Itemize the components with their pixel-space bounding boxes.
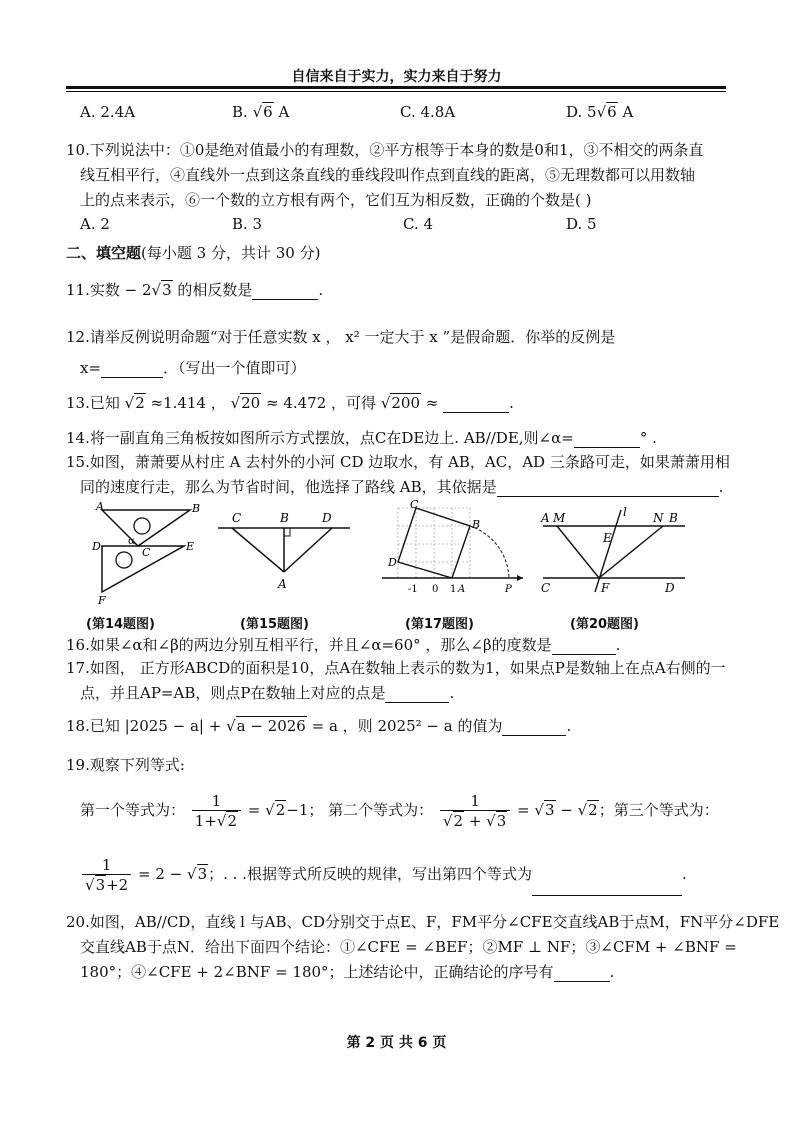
- fig15-label: C: [232, 511, 242, 525]
- q20-line-1: 20.如图，AB//CD，直线 l 与AB、CD分别交于点E、F，FM平分∠CFE交直线AB于点M，FN平分∠DFE: [66, 913, 780, 931]
- fig20-label: A: [541, 511, 550, 525]
- figure-15: [210, 508, 360, 598]
- fig20-label: l: [623, 506, 627, 519]
- fig15-path-ac: [232, 528, 284, 572]
- q10-option-b: B. 3: [232, 215, 263, 233]
- q20-line-2: 交直线AB于点N．给出下面四个结论：①∠CFE = ∠BEF；②MF ⊥ NF；③∠CFM + ∠BNF =: [80, 938, 737, 956]
- q9-option-c: C. 4.8A: [400, 103, 456, 121]
- q14: 14.将一副直角三角板按如图所示方式摆放，点C在DE边上. AB//DE,则∠α= ° .: [66, 429, 657, 447]
- fig14-label: F: [98, 594, 106, 607]
- fig17-square-abcd: [398, 508, 470, 578]
- figure-14: [84, 500, 204, 610]
- fig14-label: B: [192, 502, 201, 515]
- fig15-path-ad: [284, 528, 332, 572]
- figure-20: [535, 506, 695, 596]
- fig17-label: 1: [450, 584, 457, 595]
- figure-15-caption: (第15题图): [240, 617, 309, 632]
- q19-equations-row-1: 第一个等式为： $\frac{1}{1+√2}$ = √2−1； 第二个等式为： $\frac{1}{√2 + √3}$ = √3 − √2；第三个等式为：: [80, 791, 719, 830]
- fig20-label: B: [669, 511, 678, 525]
- q13: 13.已知 √2 ≈1.414 ， √20 ≈ 4.472 ，可得 √200 ≈ .: [66, 394, 514, 412]
- fig14-circle-top: [134, 518, 150, 534]
- q18: 18.已知 |2025 − a| + √a − 2026 = a ，则 2025² − a 的值为 .: [66, 717, 572, 735]
- fig15-label: D: [322, 511, 332, 525]
- figure-17-caption: (第17题图): [405, 617, 474, 632]
- fig14-label: E: [186, 540, 195, 553]
- q20-line-3: 180°；④∠CFE + 2∠BNF = 180°；上述结论中，正确结论的序号有 .: [80, 963, 615, 981]
- q10-line-3: 上的点来表示，⑥一个数的立方根有两个，它们互为相反数，正确的个数是( ): [80, 191, 592, 209]
- fig17-label: 0: [432, 584, 439, 595]
- fig20-line-fm: [557, 526, 599, 578]
- fig14-label: α: [128, 536, 135, 547]
- q10-option-d: D. 5: [566, 215, 597, 233]
- fig15-label: A: [278, 577, 287, 591]
- q9-option-a: A. 2.4A: [80, 103, 136, 121]
- q19-title: 19.观察下列等式:: [66, 756, 185, 774]
- page-header-motto: 自信来自于实力，实力来自于努力: [291, 69, 502, 85]
- q17-line-2: 点，并且AP=AB，则点P在数轴上对应的点是 .: [80, 684, 455, 702]
- fig17-axis-arrow: [517, 575, 523, 581]
- fig15-right-angle: [284, 528, 290, 536]
- fig14-label: C: [142, 546, 151, 559]
- fig17-label: A: [458, 584, 466, 595]
- q19-eq3-fraction: $\frac{1}{√3+2}$: [82, 856, 131, 895]
- fig14-circle-bottom: [116, 552, 132, 568]
- fig20-label: F: [601, 581, 610, 595]
- header-rule-thick: [66, 86, 726, 89]
- q12-line-1: 12.请举反例说明命题“对于任意实数 x ， x² 一定大于 x ”是假命题．你举的反例是: [66, 328, 616, 346]
- q17-line-1: 17.如图， 正方形ABCD的面积是10，点A在数轴上表示的数为1，如果点P是数轴上在点A右侧的一: [66, 659, 726, 677]
- fig17-label: P: [505, 584, 512, 595]
- fig20-label: N: [653, 511, 664, 525]
- q9-option-d: D. 5√6 A: [566, 103, 634, 121]
- q15-line-2: 同的速度行走，那么为节省时间，他选择了路线 AB，其依据是 .: [80, 478, 724, 496]
- q19-eq2-fraction: $\frac{1}{√2 + √3}$: [440, 792, 510, 831]
- q10-line-2: 线互相平行，④直线外一点到这条直线的垂线段叫作点到直线的距离，⑤无理数都可以用数轴: [80, 166, 696, 184]
- q19-eq1-fraction: $\frac{1}{1+√2}$: [192, 792, 241, 831]
- fig17-label: D: [388, 556, 397, 569]
- q10-line-1: 10.下列说法中：①0是绝对值最小的有理数，②平方根等于本身的数是0和1，③不相交的两条直: [66, 141, 704, 159]
- page-footer: 第 2 页 共 6 页: [346, 1035, 447, 1051]
- fig20-label: E: [603, 531, 612, 545]
- fig17-label: -1: [408, 584, 418, 595]
- fig20-label: D: [665, 581, 675, 595]
- fig20-label: C: [541, 581, 551, 595]
- q19-equations-row-2: $\frac{1}{√3+2}$ = 2 − √3；. . .根据等式所反映的规律，写出第四个等式为 .: [80, 852, 687, 896]
- q10-option-c: C. 4: [403, 215, 434, 233]
- fig17-label: C: [410, 498, 419, 511]
- q16: 16.如果∠α和∠β的两边分别互相平行，并且∠α=60° ，那么∠β的度数是 .: [66, 636, 621, 654]
- fig20-line-l: [595, 510, 621, 592]
- fig17-label: B: [472, 518, 481, 531]
- q12-line-2: x= ．（写出一个值即可）: [80, 359, 306, 377]
- fig14-triangle-top: [102, 510, 190, 546]
- fig14-label: A: [96, 500, 104, 513]
- q15-line-1: 15.如图，萧萧要从村庄 A 去村外的小河 CD 边取水，有 AB，AC，AD 三条路可走，如果萧萧用相: [66, 453, 730, 471]
- figure-20-caption: (第20题图): [570, 617, 639, 632]
- fig15-label: B: [280, 511, 289, 525]
- fig20-label: M: [553, 511, 566, 525]
- figure-14-caption: (第14题图): [86, 617, 155, 632]
- q10-option-a: A. 2: [80, 215, 110, 233]
- fig17-arc: [470, 526, 509, 578]
- figure-17: [378, 498, 528, 603]
- fig14-label: D: [92, 540, 101, 553]
- q11: 11.实数 − 2√3 的相反数是 .: [66, 281, 324, 299]
- q9-option-b: B. √6 A: [232, 103, 290, 121]
- section-2-heading: 二、填空题(每小题 3 分，共计 30 分): [66, 244, 321, 262]
- header-rule-thin: [66, 91, 726, 92]
